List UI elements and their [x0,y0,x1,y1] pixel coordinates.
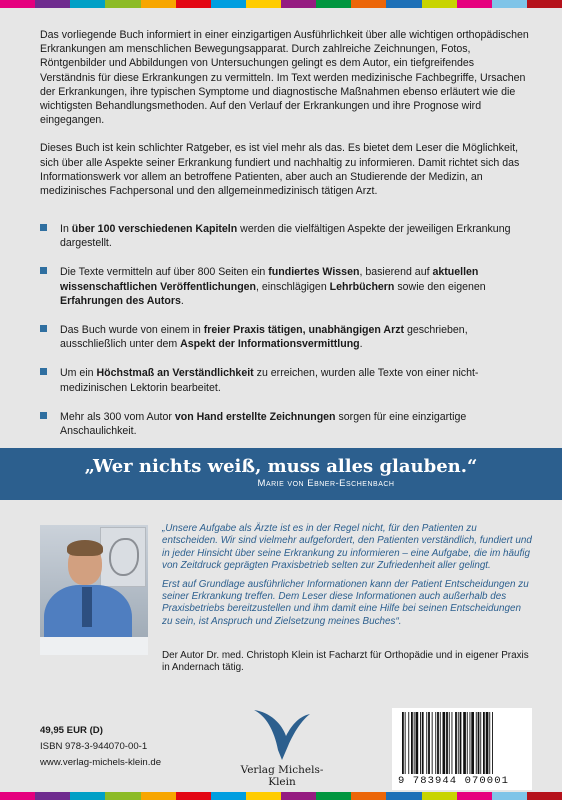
feature-list [40,222,532,453]
banner-quote: „Wer nichts weiß, muss alles glauben.“ [84,456,478,477]
stripe-segment [492,0,527,8]
stripe-segment [457,792,492,800]
intro-paragraph-1: Das vorliegende Buch informiert in einer einzigartigen Ausführlichkeit über alle wichtigen orthopädischen Erkrankungen am menschlichen Bewegungsapparat. Durch zahlreiche Zeichnungen, Fotos, Röntgenbilder und Abbildungen von Untersuchungen gelingt es dem Autor, ein tiefgreifendes Verständnis für diese Erkrankungen zu vermitteln. Im Text werden medizinische Fachbegriffe, Ursachen der Erkrankungen, ihre typischen Symptome und diagnostische Maßnahmen ebenso erläutert wie die wichtigsten Behandlungsmethoden. Auf den Verlauf der Erkrankungen und ihre Prognose wird eingegangen. [40,29,529,127]
stripe-segment [386,792,421,800]
barcode-bar [480,712,481,774]
stripe-segment [281,792,316,800]
feature-text: geschrieben, ausschließlich unter dem [60,324,468,351]
feature-text: Das Buch wurde von einem in [60,324,204,337]
barcode-bar [489,712,490,774]
feature-item [40,323,532,351]
feature-text: zu erreichen, wurden alle Texte von einer nicht-medizinischen Lektorin bearbeitet. [60,367,479,394]
stripe-segment [141,792,176,800]
publisher-name: Verlag Michels-Klein [240,764,324,788]
feature-text: werden die vielfältigen Aspekte der jeweiligen Erkrankung dargestellt. [60,223,511,250]
bullet-square-icon [40,224,47,231]
feature-text: . [180,294,184,307]
barcode-bar [428,712,430,774]
wall-picture [100,527,146,587]
barcode-bar [426,712,427,774]
stripe-segment [35,792,70,800]
publisher-url[interactable]: www.verlag-michels-klein.de [40,757,162,768]
author-quote-paragraph-1: „Unsere Aufgabe als Ärzte ist es in der Regel nicht, für den Patienten zu entscheiden. Wir sind vielmehr aufgefordert, den Patienten verständlich, fundiert und in jeder Hinsicht über seine Erkrankung zu informieren – eine Aufgabe, die im häufig von Zeitdruck geprägten Praxisbetrieb selten zur Zufriedenheit aller gelingt. [162,523,532,572]
barcode-bar [486,712,489,774]
stripe-segment [105,792,140,800]
feature-item [40,222,532,250]
author-quote-paragraph-2: Erst auf Grundlage ausführlicher Informationen kann der Patient Entscheidungen zu seiner Erkrankung treffen. Dem Leser diese Informationen auch außerhalb des Praxisbetriebs bereitzustellen und ihm damit eine Hilfe bei seinen Entscheidungen zu sein, ist Anspruch und Zielsetzung meines Buches“. [162,578,529,627]
stripe-segment [105,0,140,8]
stripe-segment [70,0,105,8]
author-hair [67,540,103,556]
feature-emphasis: freier Praxis tätigen, unabhängigen Arzt [203,324,405,337]
bullet-square-icon [40,325,47,332]
barcode-bar [443,712,446,774]
barcode-bar [446,712,448,774]
feature-text: Die Texte vermitteln auf über 800 Seiten ein [60,266,269,279]
feature-emphasis: von Hand erstellte Zeichnungen [174,410,336,423]
bullet-square-icon [40,267,47,274]
intro-text [40,28,530,212]
feature-emphasis: über 100 verschiedenen Kapiteln [71,223,238,235]
feature-emphasis: Höchstmaß an Verständlichkeit [96,367,254,380]
stripe-segment [281,0,316,8]
stripe-segment [0,0,35,8]
barcode-bar [471,712,474,774]
barcode-bar [435,712,436,774]
barcode-bar [416,712,419,774]
feature-text: sowie den eigenen [394,280,486,293]
stripe-segment [386,0,421,8]
stripe-segment [70,792,105,800]
stripe-segment [211,792,246,800]
stripe-segment [457,0,492,8]
feature-emphasis: fundiertes Wissen [268,266,360,279]
feature-text: , einschlägigen [256,280,330,293]
isbn-barcode [392,708,532,790]
feature-text: sorgen für eine einzigartige Anschaulichkeit. [60,410,467,438]
barcode-bar [460,712,462,774]
barcode-bar [414,712,415,774]
barcode-bar [437,712,439,774]
stripe-segment [316,0,351,8]
barcode-bars [398,712,526,774]
intro-paragraph-2: Dieses Buch ist kein schlichter Ratgeber, es ist viel mehr als das. Es bietet dem Leser die Möglichkeit, sich über alle Aspekte seiner Erkrankung fundiert und nachhaltig zu informieren. Damit richtet sich das Informationswerk vor allem an betroffene Patienten, aber auch an Studierende der Medizin, an medizinisches Fachpersonal und den allgemeinmedizinisch tätigen Arzt. [40,142,520,198]
barcode-bar [420,712,421,774]
banner-quote-author: Marie von Ebner-Eschenbach [257,478,395,489]
feature-item [40,410,532,438]
stripe-segment [246,0,281,8]
barcode-digits: 9 783944 070001 [398,775,510,787]
feature-item [40,366,532,394]
stripe-segment [527,792,562,800]
stripe-segment [492,792,527,800]
barcode-bar [470,712,471,774]
barcode-bar [452,712,453,774]
barcode-bar [408,712,409,774]
stripe-segment [351,792,386,800]
stripe-segment [246,792,281,800]
barcode-bar [405,712,406,774]
stripe-segment [316,792,351,800]
feature-text: . [359,338,363,351]
feature-text: In [60,223,72,235]
stripe-segment [351,0,386,8]
book-info [40,723,161,771]
feature-text: Um ein [60,367,97,380]
feature-emphasis: Lehrbüchern [329,280,395,293]
barcode-bar [458,712,459,774]
barcode-bar [483,712,485,774]
stripe-segment [0,792,35,800]
price: 49,95 EUR (D) [40,725,103,736]
isbn: ISBN 978-3-944070-00-1 [40,741,148,752]
stripe-segment [176,792,211,800]
barcode-bar [411,712,413,774]
barcode-bar [467,712,468,774]
barcode-bar [449,712,450,774]
barcode-bar [478,712,480,774]
barcode-bar [476,712,477,774]
bullet-square-icon [40,368,47,375]
top-color-stripe [0,0,562,8]
author-quote [162,523,532,634]
feature-text: Mehr als 300 vom Autor [60,410,175,423]
bullet-square-icon [40,412,47,419]
feature-item [40,265,532,308]
stripe-segment [211,0,246,8]
feature-emphasis: aktuellen wissenschaftlichen Veröffentlichungen [60,266,479,293]
stripe-segment [176,0,211,8]
barcode-bar [422,712,424,774]
feature-emphasis: Aspekt der Informationsvermittlung [180,338,360,351]
barcode-bar [440,712,441,774]
stripe-segment [422,792,457,800]
stripe-segment [35,0,70,8]
desk [40,637,148,655]
stripe-segment [527,0,562,8]
publisher-v-icon [252,706,312,762]
author-bio: Der Autor Dr. med. Christoph Klein ist Facharzt für Orthopädie und in eigener Praxis in Andernach tätig. [162,650,529,674]
feature-emphasis: Erfahrungen des Autors [60,294,181,307]
publisher-logo [232,706,332,790]
barcode-bar [402,712,404,774]
stripe-segment [422,0,457,8]
bottom-color-stripe [0,792,562,800]
stripe-segment [141,0,176,8]
barcode-bar [463,712,466,774]
barcode-bar [455,712,457,774]
barcode-bar [432,712,433,774]
author-photo [40,525,148,655]
barcode-bar [492,712,493,774]
author-tie [82,587,92,627]
feature-text: , basierend auf [359,266,433,279]
quote-banner [0,448,562,500]
